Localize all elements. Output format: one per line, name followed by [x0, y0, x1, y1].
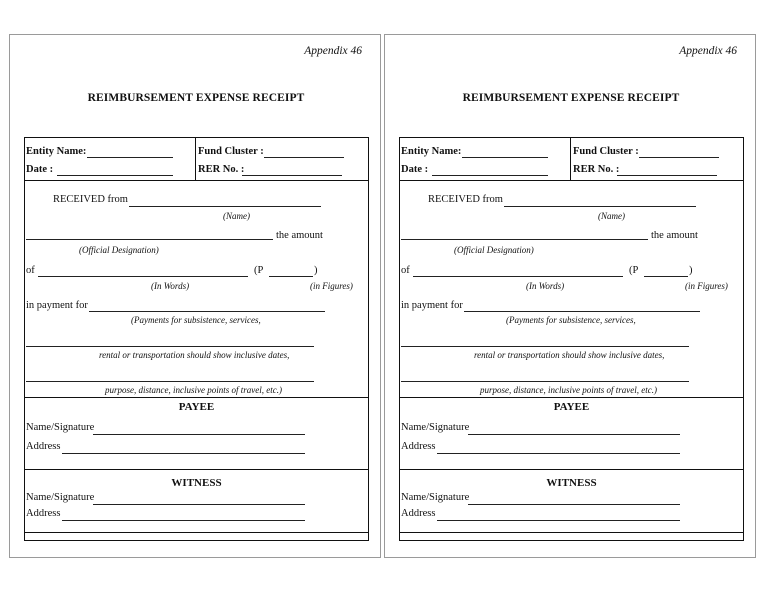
date-field[interactable] [57, 175, 173, 176]
witness-heading: WITNESS [171, 477, 222, 489]
header-separator [400, 180, 743, 181]
entity-name-field[interactable] [462, 157, 548, 158]
peso-close: ) [689, 265, 693, 276]
payment-purpose-line-3[interactable] [401, 381, 689, 382]
body-separator [400, 397, 743, 398]
received-from-label: RECEIVED from [53, 194, 128, 205]
fund-cluster-field[interactable] [264, 157, 344, 158]
body-separator [25, 397, 368, 398]
payee-separator [400, 469, 743, 470]
witness-name-signature-label: Name/Signature [26, 492, 95, 503]
amount-in-figures-field[interactable] [644, 276, 688, 277]
receipt-form [399, 137, 744, 541]
payee-separator [25, 469, 368, 470]
amount-in-words-field[interactable] [413, 276, 623, 277]
payments-note-3: purpose, distance, inclusive points of travel, etc.) [105, 385, 282, 395]
payee-heading: PAYEE [553, 401, 590, 413]
fund-cluster-label: Fund Cluster : [198, 146, 264, 157]
entity-name-label: Entity Name: [26, 146, 87, 157]
name-caption: (Name) [598, 211, 625, 221]
date-label: Date : [26, 164, 54, 175]
payee-address-label: Address [401, 441, 436, 452]
peso-close: ) [314, 265, 318, 276]
rer-no-field[interactable] [242, 175, 342, 176]
payee-address-label: Address [26, 441, 61, 452]
rer-no-label: RER No. : [573, 164, 620, 175]
witness-address-field[interactable] [62, 520, 305, 521]
witness-name-signature-field[interactable] [93, 504, 305, 505]
payee-name-signature-field[interactable] [93, 434, 305, 435]
received-from-label: RECEIVED from [428, 194, 503, 205]
header-divider [195, 138, 196, 180]
entity-name-field[interactable] [87, 157, 173, 158]
the-amount-label: the amount [651, 230, 698, 241]
official-designation-caption: (Official Designation) [79, 245, 159, 255]
payer-name-field[interactable] [504, 206, 696, 207]
payment-purpose-field[interactable] [89, 311, 325, 312]
witness-heading: WITNESS [546, 477, 597, 489]
official-designation-field[interactable] [401, 239, 648, 240]
bottom-separator [400, 532, 743, 533]
of-label: of [401, 265, 410, 276]
form-title: REIMBURSEMENT EXPENSE RECEIPT [87, 92, 305, 104]
appendix-label: Appendix 46 [304, 45, 362, 57]
amount-in-figures-field[interactable] [269, 276, 313, 277]
in-payment-for-label: in payment for [26, 300, 88, 311]
payee-address-field[interactable] [62, 453, 305, 454]
witness-name-signature-label: Name/Signature [401, 492, 470, 503]
payments-note-3: purpose, distance, inclusive points of travel, etc.) [480, 385, 657, 395]
rer-no-label: RER No. : [198, 164, 245, 175]
payee-address-field[interactable] [437, 453, 680, 454]
payment-purpose-line-2[interactable] [401, 346, 689, 347]
payer-name-field[interactable] [129, 206, 321, 207]
in-figures-caption: (in Figures) [310, 281, 353, 291]
witness-address-label: Address [26, 508, 61, 519]
date-label: Date : [401, 164, 429, 175]
payee-name-signature-label: Name/Signature [401, 422, 470, 433]
bottom-separator [25, 532, 368, 533]
receipt-page-left [9, 34, 381, 558]
witness-name-signature-field[interactable] [468, 504, 680, 505]
payee-heading: PAYEE [178, 401, 215, 413]
in-payment-for-label: in payment for [401, 300, 463, 311]
amount-in-words-field[interactable] [38, 276, 248, 277]
receipt-form [24, 137, 369, 541]
of-label: of [26, 265, 35, 276]
fund-cluster-label: Fund Cluster : [573, 146, 639, 157]
in-words-caption: (In Words) [526, 281, 565, 291]
payment-purpose-line-3[interactable] [26, 381, 314, 382]
witness-address-field[interactable] [437, 520, 680, 521]
official-designation-field[interactable] [26, 239, 273, 240]
witness-address-label: Address [401, 508, 436, 519]
appendix-label: Appendix 46 [679, 45, 737, 57]
payee-name-signature-label: Name/Signature [26, 422, 95, 433]
peso-open: (P [254, 265, 264, 276]
header-separator [25, 180, 368, 181]
payments-note-1: (Payments for subsistence, services, [131, 315, 261, 325]
name-caption: (Name) [223, 211, 250, 221]
receipt-page-right [384, 34, 756, 558]
date-field[interactable] [432, 175, 548, 176]
fund-cluster-field[interactable] [639, 157, 719, 158]
official-designation-caption: (Official Designation) [454, 245, 534, 255]
the-amount-label: the amount [276, 230, 323, 241]
payee-name-signature-field[interactable] [468, 434, 680, 435]
form-title: REIMBURSEMENT EXPENSE RECEIPT [462, 92, 680, 104]
header-divider [570, 138, 571, 180]
rer-no-field[interactable] [617, 175, 717, 176]
payments-note-2: rental or transportation should show inclusive dates, [474, 350, 665, 360]
payment-purpose-field[interactable] [464, 311, 700, 312]
payment-purpose-line-2[interactable] [26, 346, 314, 347]
payments-note-2: rental or transportation should show inclusive dates, [99, 350, 290, 360]
entity-name-label: Entity Name: [401, 146, 462, 157]
peso-open: (P [629, 265, 639, 276]
payments-note-1: (Payments for subsistence, services, [506, 315, 636, 325]
in-figures-caption: (in Figures) [685, 281, 728, 291]
in-words-caption: (In Words) [151, 281, 190, 291]
